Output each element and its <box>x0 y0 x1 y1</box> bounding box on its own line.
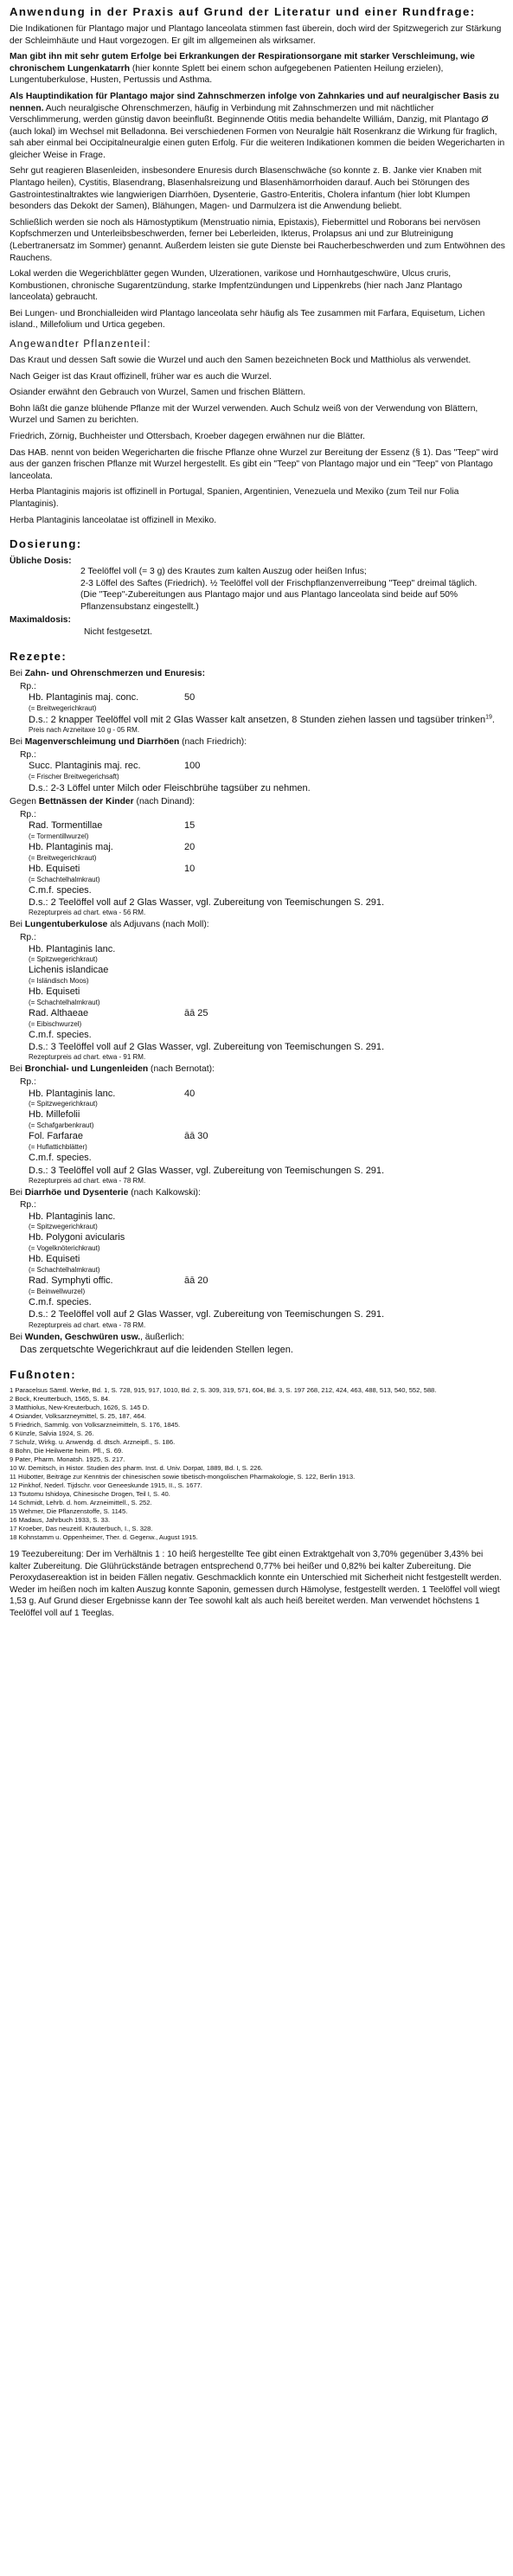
recipe-price: Preis nach Arzneitaxe 10 g - 05 RM. <box>29 726 140 735</box>
recipe-rp: Rp.: <box>20 1200 36 1211</box>
recipe-body <box>20 1199 505 1329</box>
recipe-rp: Rp.: <box>20 809 36 819</box>
recipe-rp: Rp.: <box>20 681 36 691</box>
usual-dose-value <box>80 556 505 613</box>
footnote-item: 6 Künzle, Salvia 1924, S. 26. <box>10 1429 94 1437</box>
recipe-indication-suffix: (nach Bernotat): <box>148 1064 215 1075</box>
recipe-instruction <box>29 1308 505 1320</box>
usual-dose-line: 2 Teelöffel voll (= 3 g) des Krautes zum kalten Auszug oder heißen Infus; <box>80 567 367 577</box>
footnote-item: 4 Osiander, Volksarzneymittel, S. 25, 187, 464. <box>10 1411 146 1420</box>
recipes-section <box>10 650 505 1357</box>
recipe-indication-bold: Zahn- und Ohrenschmerzen und Enuresis: <box>24 669 206 679</box>
wounds-text: Das zerquetschte Wegerichkraut auf die leidenden Stellen legen. <box>20 1345 293 1356</box>
footnote-item: 3 Matthiolus, New-Kreuterbuch, 1626, S. 145 D. <box>10 1403 150 1411</box>
recipe-instruction-end: . <box>491 715 495 726</box>
recipe-indication-suffix: (nach Friedrich): <box>179 737 247 748</box>
ingredient-name: Hb. Plantaginis lanc. <box>29 943 116 954</box>
footnote-item: 18 Kohnstamm u. Oppenheimer, Ther. d. Gegenw., August 1915. <box>10 1533 198 1542</box>
usage-paragraph-bold: Man gibt ihn mit sehr gutem Erfolge bei Erkrankungen der Respirationsorgane mit starker Verschleimung, wie chronischem Lungenkatarrh <box>10 52 475 74</box>
ingredient-amount: 20 <box>184 842 196 853</box>
recipe-block <box>10 796 505 917</box>
ingredient-row <box>29 1109 505 1121</box>
ingredient-row <box>29 1275 505 1288</box>
usual-dose-label: Übliche Dosis: <box>10 556 72 567</box>
ingredient-row <box>29 1232 505 1244</box>
ingredient-name: Rad. Althaeae <box>29 1007 89 1018</box>
footnote-item: 14 Schmidt, Lehrb. d. hom. Arzneimittell., S. 252. <box>10 1498 152 1506</box>
ingredient-amount: āā 20 <box>184 1275 208 1286</box>
footnotes-section <box>10 1368 505 1619</box>
ingredient-translation: (= Beinwellwurzel) <box>29 1287 86 1295</box>
ingredient-name: Hb. Plantaginis maj. conc. <box>29 692 139 703</box>
recipe-indication-prefix: Bei <box>10 669 25 679</box>
recipe-instruction <box>29 714 505 726</box>
recipe-instruction <box>29 1041 505 1053</box>
ingredient-row <box>29 986 505 999</box>
ingredient-translation: (= Schachtelhalmkraut) <box>29 875 100 883</box>
plant-parts-paragraph: Osiander erwähnt den Gebrauch von Wurzel, Samen und frischen Blättern. <box>10 388 306 398</box>
recipe-price: Rezepturpreis ad chart. etwa - 56 RM. <box>29 909 146 917</box>
usage-paragraph-bold: Als Hauptindikation für Plantago major sind Zahnschmerzen infolge von Zahnkaries und auf neuralgischer Basis zu nennen. <box>10 91 499 113</box>
plant-parts-paragraph: Das HAB. nennt von beiden Wegericharten die frische Pflanze ohne Wurzel zur Bereitung der Essenz (§ 1). Das "Teep" wird aus der ganzen frischen Pflanze mit Wurzel hergestellt. Es gibt ein "Teep" von Plantago major und ein "Teep" von Plantago lanceolata. <box>10 447 498 481</box>
ingredient-translation: (= Tormentillwurzel) <box>29 832 89 841</box>
ingredient-translation: (= Eibischwurzel) <box>29 1019 82 1028</box>
ingredient-translation: (= Huflattichblätter) <box>29 1142 87 1151</box>
recipe-block <box>10 1063 505 1185</box>
ingredient-row <box>29 1089 505 1101</box>
recipe-indication <box>10 1187 505 1199</box>
usage-paragraph <box>10 51 505 87</box>
ingredient-amount: 40 <box>184 1088 196 1099</box>
usage-paragraph: Lokal werden die Wegerichblätter gegen Wunden, Ulzerationen, varikose und Hornhautgeschwüre, Ulcus cruris, Kombustionen, chronische Sugarentzündung, starke Impfentzündungen und Lippenkrebs (hier nach Janz Plantago lanceolata) gebraucht. <box>10 269 463 303</box>
footnote-list <box>10 1386 505 1542</box>
ingredient-name: Fol. Farfarae <box>29 1131 83 1141</box>
footnote-ref: 19 <box>485 714 492 721</box>
ingredient-row <box>29 864 505 876</box>
ingredient-row <box>29 1131 505 1143</box>
recipe-block <box>10 668 505 735</box>
recipe-rp: Rp.: <box>20 1076 36 1087</box>
ingredient-name: C.m.f. species. <box>29 1029 92 1040</box>
recipe-indication-prefix: Bei <box>10 737 25 748</box>
ingredient-translation: (= Spitzwegerichkraut) <box>29 955 98 964</box>
plant-parts-paragraph: Herba Plantaginis majoris ist offizinell in Portugal, Spanien, Argentinien, Venezuela und Mexiko (zum Teil nur Folia Plantaginis). <box>10 487 459 509</box>
footnote-item: 16 Madaus, Jahrbuch 1933, S. 33. <box>10 1515 111 1524</box>
ingredient-translation: (= Spitzwegerichkraut) <box>29 1100 98 1108</box>
footnote-item: 10 W. Demitsch, in Histor. Studien des pharm. Inst. d. Univ. Dorpat, 1889, Bd. I, S. 226. <box>10 1463 263 1472</box>
footnote-item: 8 Bohn, Die Heilwerte heim. Pfl., S. 69. <box>10 1446 124 1455</box>
max-dose-value: Nicht festgesetzt. <box>84 627 152 638</box>
ingredient-translation: (= Breitwegerichkraut) <box>29 704 97 713</box>
recipe-indication <box>10 668 505 680</box>
usage-paragraph <box>10 91 505 161</box>
ingredient-row <box>29 1297 505 1309</box>
ingredient-row <box>29 1254 505 1266</box>
ingredient-row <box>29 692 505 704</box>
usage-paragraph: Sehr gut reagieren Blasenleiden, insbesondere Enuresis durch Blasenschwäche (so konnte z. B. Janke vier Knaben mit Plantago heilen), Cystitis, Blasendrang, Blasenhalsreizung und Blasenhämorrhoiden darauf. Auch bei Störungen des Gastrointestinaltraktes wie langwierigen Diarrhöen, Dysenterie, Gastro-Enteritis, Cholera infantum (hier lobt Klumpen besonders das Dekokt der Samen), Blähungen, Magen- und Darmulzera ist die Anwendung beliebt. <box>10 166 482 212</box>
max-dose-label: Maximaldosis: <box>10 615 71 626</box>
ingredient-row <box>29 885 505 897</box>
recipe-instruction <box>29 782 505 794</box>
ingredient-row <box>29 1211 505 1224</box>
ingredient-amount: āā 25 <box>184 1007 208 1018</box>
recipe-list <box>10 668 505 1329</box>
plant-parts-paragraphs <box>10 355 505 526</box>
recipe-instruction <box>29 896 505 909</box>
ingredient-translation: (= Vogelknöterichkraut) <box>29 1244 100 1253</box>
wounds-label: Bei Wunden, Geschwüren usw., äußerlich: <box>10 1332 184 1342</box>
footnote-item: 13 Tsutomu Ishidoya, Chinesische Drogen, Teil I, S. 40. <box>10 1489 170 1498</box>
recipe-indication-suffix: als Adjuvans (nach Moll): <box>107 920 209 930</box>
recipe-indication-prefix: Gegen <box>10 797 39 807</box>
recipe-rp: Rp.: <box>20 932 36 942</box>
recipe-price: Rezepturpreis ad chart. etwa - 78 RM. <box>29 1176 146 1185</box>
ingredient-name: Hb. Millefolii <box>29 1109 80 1121</box>
recipe-block <box>10 736 505 794</box>
usage-heading: Anwendung in der Praxis auf Grund der Literatur und einer Rundfrage: <box>10 5 476 18</box>
ingredient-row <box>29 1030 505 1042</box>
recipe-indication-bold: Bettnässen der Kinder <box>38 797 134 807</box>
usage-paragraph: Die Indikationen für Plantago major und Plantago lanceolata stimmen fast überein, doch wird der Spitzwegerich zur Stärkung der Schleimhäute und Haut vorgezogen. Er gilt im allgemeinen als wirksamer. <box>10 24 502 46</box>
usage-section <box>10 5 505 331</box>
recipe-instruction-text: D.s.: 2 Teelöffel voll auf 2 Glas Wasser, vgl. Zubereitung von Teemischungen S. 291. <box>29 1309 385 1320</box>
recipe-price: Rezepturpreis ad chart. etwa - 78 RM. <box>29 1320 146 1329</box>
recipe-indication-suffix: (nach Dinand): <box>133 797 196 807</box>
recipe-block <box>10 919 505 1062</box>
ingredient-translation: (= Schachtelhalmkraut) <box>29 1265 100 1274</box>
ingredient-name: Rad. Symphyti offic. <box>29 1275 113 1286</box>
usage-paragraph: Bei Lungen- und Bronchialleiden wird Plantago lanceolata sehr häufig als Tee zusammen mit Farfara, Equisetum, Lichen island., Millefolium und Urtica gegeben. <box>10 308 485 331</box>
plant-parts-paragraph: Nach Geiger ist das Kraut offizinell, früher war es auch die Wurzel. <box>10 371 272 382</box>
recipe-body <box>20 1076 505 1185</box>
footnote-item: 17 Kroeber, Das neuzeitl. Kräuterbuch, I., S. 328. <box>10 1525 153 1532</box>
ingredient-name: C.m.f. species. <box>29 1152 92 1163</box>
ingredient-name: Hb. Plantaginis lanc. <box>29 1088 116 1099</box>
endnote-tea-preparation: 19 Teezubereitung: Der im Verhältnis 1 : 10 heiß hergestellte Tee gibt einen Extraktgehalt von 3,70% gegenüber 3,43% bei kalter Zubereitung. Die Glührückstände betragen entsprechend 0,77% bei heißer und 0,82% bei kalter Zubereitung. Die Peroxydasereaktion ist in beiden Fällen negativ. Geschmacklich konnte ein Unterschied mit Sicherheit nicht festgestellt werden. Weder im heißen noch im kalten Auszug konnte Saponin, gemessen durch Hämolyse, festgestellt werden. 1 Teelöffel voll wiegt 1,53 g. Auf Grund dieser Ergebnisse kann der Tee sowohl kalt als auch heiß bereitet werden. Man verwendet höchstens 1 Teelöffel voll auf 1 Teeglas. <box>10 1550 502 1618</box>
recipe-indication-prefix: Bei <box>10 1064 25 1075</box>
ingredient-name: Succ. Plantaginis maj. rec. <box>29 761 141 772</box>
footnote-item: 2 Bock, Kreutterbuch, 1565, S. 84. <box>10 1394 111 1403</box>
recipe-indication-prefix: Bei <box>10 1187 25 1198</box>
ingredient-amount: 10 <box>184 863 196 874</box>
ingredient-translation: (= Isländisch Moos) <box>29 977 89 986</box>
footnote-item: 9 Pater, Pharm. Monatsh. 1925, S. 217. <box>10 1455 125 1463</box>
footnote-item: 5 Friedrich, Sammlg. von Volksarzneimitteln, S. 176, 1845. <box>10 1420 181 1429</box>
recipe-body <box>20 932 505 1062</box>
recipe-indication-suffix: (nach Kalkowski): <box>128 1187 201 1198</box>
ingredient-translation: (= Spitzwegerichkraut) <box>29 1223 98 1231</box>
ingredient-row <box>29 820 505 832</box>
ingredient-name: Hb. Equiseti <box>29 986 80 998</box>
ingredient-translation: (= Schafgarbenkraut) <box>29 1121 94 1129</box>
ingredient-name: C.m.f. species. <box>29 1296 92 1307</box>
recipe-indication <box>10 1063 505 1076</box>
ingredient-name: Hb. Plantaginis lanc. <box>29 1211 116 1222</box>
ingredient-row <box>29 761 505 773</box>
ingredient-amount: 100 <box>184 761 201 772</box>
usage-paragraph-text: (hier konnte Splett bei einem schon aufgegebenen Patienten Heilung erzielen), Lungentuberkulose, Husten, Pertussis und Asthma. <box>10 63 444 86</box>
footnote-item: 15 Wehmer, Die Pflanzenstoffe, S. 1145. <box>10 1506 128 1515</box>
ingredient-name: Hb. Equiseti <box>29 1254 80 1265</box>
recipe-indication <box>10 736 505 748</box>
recipe-body <box>20 749 505 794</box>
recipe-instruction-text: D.s.: 3 Teelöffel voll auf 2 Glas Wasser, vgl. Zubereitung von Teemischungen S. 291. <box>29 1042 385 1053</box>
ingredient-name: C.m.f. species. <box>29 884 92 896</box>
usual-dose-lines <box>80 566 505 613</box>
ingredient-name: Lichenis islandicae <box>29 965 109 976</box>
usual-dose-line: 2-3 Löffel des Saftes (Friedrich). ½ Teelöffel voll der Frischpflanzenverreibung "Teep" dreimal täglich. <box>80 578 478 588</box>
recipe-indication-bold: Bronchial- und Lungenleiden <box>24 1064 149 1075</box>
plant-parts-paragraph: Das Kraut und dessen Saft sowie die Wurzel und auch den Samen bezeichneten Bock und Matthiolus als verwendet. <box>10 356 471 366</box>
footnote-item: 1 Paracelsus Sämtl. Werke, Bd. 1, S. 728, 915, 917, 1010, Bd. 2, S. 309, 319, 571, 604, Bd. 3, S. 197 268, 212, 424, 463, 488, 513, 540, 552, 588. <box>10 1385 437 1394</box>
plant-parts-section <box>10 338 505 526</box>
ingredient-translation: (= Frischer Breitwegerichsaft) <box>29 773 119 781</box>
usage-paragraphs <box>10 23 505 331</box>
recipe-instruction-text: D.s.: 2 knapper Teelöffel voll mit 2 Glas Wasser kalt ansetzen, 8 Stunden ziehen lassen und tagsüber trinken <box>29 715 486 726</box>
recipe-instruction <box>29 1165 505 1177</box>
ingredient-row <box>29 842 505 854</box>
usual-dose-line: (Die "Teep"-Zubereitungen aus Plantago major und aus Plantago lanceolata sind beide auf 50% Pflanzensubstanz eingestellt.) <box>80 590 458 612</box>
ingredient-amount: āā 30 <box>184 1131 208 1141</box>
plant-parts-heading: Angewandter Pflanzenteil: <box>10 338 151 350</box>
recipe-indication-prefix: Bei <box>10 920 25 930</box>
recipe-indication-bold: Magenverschleimung und Diarrhöen <box>24 737 180 748</box>
ingredient-name: Hb. Plantaginis maj. <box>29 842 113 853</box>
recipe-indication <box>10 796 505 808</box>
ingredient-row <box>29 1008 505 1020</box>
ingredient-name: Rad. Tormentillae <box>29 820 103 832</box>
footnote-item: 11 Hübotter, Beiträge zur Kenntnis der chinesischen sowie tibetisch-mongolischen Pharmakologie, S. 122, Berlin 1913. <box>10 1472 356 1481</box>
dosage-table <box>10 556 505 639</box>
recipe-indication-bold: Diarrhöe und Dysenterie <box>24 1187 129 1198</box>
plant-parts-paragraph: Bohn läßt die ganze blühende Pflanze mit der Wurzel verwenden. Auch Schulz weiß von der Verwendung von Blättern, Wurzel und Samen zu berichten. <box>10 403 478 426</box>
ingredient-translation: (= Schachtelhalmkraut) <box>29 998 100 1006</box>
footnote-item: 7 Schulz, Wirkg. u. Anwendg. d. dtsch. Arzneipfl., S. 186. <box>10 1437 176 1446</box>
recipe-body <box>20 809 505 918</box>
ingredient-translation: (= Breitwegerichkraut) <box>29 853 97 862</box>
recipe-instruction-text: D.s.: 2-3 Löffel unter Milch oder Fleischbrühe tagsüber zu nehmen. <box>29 783 311 794</box>
ingredient-row <box>29 965 505 977</box>
footnotes-heading: Fußnoten: <box>10 1367 77 1381</box>
ingredient-row <box>29 944 505 956</box>
recipe-price: Rezepturpreis ad chart. etwa - 91 RM. <box>29 1053 146 1062</box>
ingredient-amount: 15 <box>184 820 196 832</box>
usage-paragraph-text: Auch neuralgische Ohrenschmerzen, häufig in Verbindung mit Zahnschmerzen und mit nächtlicher Verschlimmerung, werden günstig davon beeinflußt. Beginnende Otitis media behandelte Williám, Danzig, mit Plantago Ø (auch lokal) im Wechsel mit Belladonna. Bei verschiedenen Formen von Neuralgie hält Rosenkranz die Wirkung für fraglich, sah aber einmal bei Occipitalneuralgie einen guten Erfolg. Für die weiteren Indikationen kommen die beiden Wegericharten in gleicher Weise in Frage. <box>10 103 505 160</box>
footnote-item: 12 Pinkhof, Nederl. Tijdschr. voor Geneeskunde 1915, II., S. 1677. <box>10 1481 202 1489</box>
recipes-heading: Rezepte: <box>10 650 67 664</box>
recipe-indication-bold: Lungentuberkulose <box>24 920 108 930</box>
recipe-body <box>20 681 505 735</box>
ingredient-amount: 50 <box>184 692 196 703</box>
plant-parts-paragraph: Friedrich, Zörnig, Buchheister und Ottersbach, Kroeber dagegen erwähnen nur die Blätter. <box>10 432 365 442</box>
ingredient-name: Hb. Polygoni avicularis <box>29 1232 125 1243</box>
recipe-block <box>10 1187 505 1330</box>
recipe-rp: Rp.: <box>20 749 36 760</box>
dosage-heading: Dosierung: <box>10 537 82 551</box>
usage-paragraph: Schließlich werden sie noch als Hämostyptikum (Menstruatio nimia, Epistaxis), Fiebermittel und Roborans bei nervösen Kopfschmerzen und Unterleibsbeschwerden, ferner bei Leberleiden, Ikterus, Prolapsus ani und zur Blutreinigung (Lebertranersatz im Sommer) genannt. Außerdem leisten sie gute Dienste bei Raucherbeschwerden und zum Entwöhnen des Rauchens. <box>10 217 505 263</box>
dosage-section <box>10 537 505 639</box>
ingredient-row <box>29 1153 505 1165</box>
recipe-instruction-text: D.s.: 2 Teelöffel voll auf 2 Glas Wasser, vgl. Zubereitung von Teemischungen S. 291. <box>29 897 385 909</box>
recipe-instruction-text: D.s.: 3 Teelöffel voll auf 2 Glas Wasser, vgl. Zubereitung von Teemischungen S. 291. <box>29 1165 385 1176</box>
recipe-indication <box>10 919 505 931</box>
plant-parts-paragraph: Herba Plantaginis lanceolatae ist offizinell in Mexiko. <box>10 515 217 525</box>
ingredient-name: Hb. Equiseti <box>29 863 80 874</box>
